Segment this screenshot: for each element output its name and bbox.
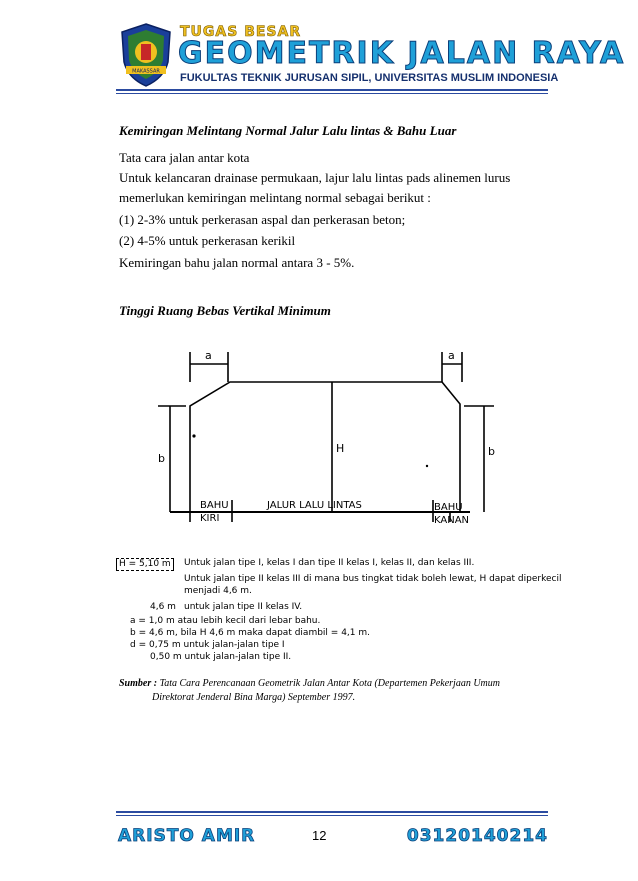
header-small-title: TUGAS BESAR — [180, 24, 302, 40]
note-h46-value: 4,6 m — [150, 602, 176, 612]
footer-student-id: 03120140214 — [406, 826, 548, 846]
bahu-kiri-label-2: KIRI — [200, 513, 220, 524]
note-a: a = 1,0 m atau lebih kecil dari lebar bahu. — [130, 616, 321, 626]
page-number: 12 — [312, 828, 327, 843]
note-h-text-2b: menjadi 4,6 m. — [184, 586, 252, 596]
section-heading-ruang-bebas: Tinggi Ruang Bebas Vertikal Minimum — [119, 303, 331, 318]
source-text-2: Direktorat Jenderal Bina Marga) September 1997. — [152, 692, 356, 703]
bahu-kanan-label: BAHU — [434, 502, 463, 513]
paragraph-line: (1) 2-3% untuk perkerasan aspal dan perkerasan beton; — [119, 212, 406, 227]
clearance-outline — [190, 382, 460, 512]
dim-b-left-label: b — [158, 452, 165, 465]
logo-text: MAKASSAR — [132, 68, 160, 75]
header-subtitle: FUKULTAS TEKNIK JURUSAN SIPIL, UNIVERSITAS MUSLIM INDONESIA — [180, 72, 559, 84]
dim-a-right-label: a — [448, 349, 455, 362]
footer-rule — [116, 811, 548, 813]
paragraph-line: Kemiringan bahu jalan normal antara 3 - 5%. — [119, 255, 355, 270]
note-b: b = 4,6 m, bila H 4,6 m maka dapat diambil = 4,1 m. — [130, 628, 370, 638]
note-d-2: 0,50 m untuk jalan-jalan tipe II. — [150, 652, 292, 662]
figure-notes — [116, 548, 562, 668]
footer-author: ARISTO AMIR — [118, 826, 256, 846]
university-logo — [118, 22, 174, 88]
header-rule — [116, 89, 548, 91]
h-value-box: H = 5,10 m — [116, 558, 174, 571]
note-h-text: Untuk jalan tipe I, kelas I dan tipe II kelas I, kelas II, dan kelas III. — [184, 558, 475, 568]
clearance-diagram — [150, 340, 510, 530]
note-d: d = 0,75 m untuk jalan-jalan tipe I — [130, 640, 285, 650]
jalur-label: JALUR LALU LINTAS — [267, 500, 362, 511]
dim-a-left-label: a — [205, 349, 212, 362]
footer-rule-thin — [116, 815, 548, 816]
note-h46-text: untuk jalan tipe II kelas IV. — [184, 602, 303, 612]
paragraph-line: (2) 4-5% untuk perkerasan kerikil — [119, 233, 296, 248]
source-text: Tata Cara Perencanaan Geometrik Jalan Antar Kota (Departemen Pekerjaan Umum — [157, 678, 500, 689]
note-h-text-2a: Untuk jalan tipe II kelas III di mana bus tingkat tidak boleh lewat, H dapat diperkecil — [184, 574, 562, 584]
bahu-kanan-label-2: KANAN — [434, 515, 470, 526]
bahu-kiri-label: BAHU — [200, 500, 229, 511]
paragraph-line: Tata cara jalan antar kota — [119, 150, 250, 165]
dim-h-label: H — [336, 442, 345, 455]
paragraph-line: memerlukan kemiringan melintang normal sebagai berikut : — [119, 190, 431, 205]
dim-b-right-label: b — [488, 445, 495, 458]
section-heading-kemiringan: Kemiringan Melintang Normal Jalur Lalu lintas & Bahu Luar — [119, 123, 457, 138]
paragraph-line: Untuk kelancaran drainase permukaan, lajur lalu lintas pads alinemen lurus — [119, 170, 511, 185]
header-rule-thin — [116, 93, 548, 94]
source-citation — [119, 677, 500, 705]
header-big-title: GEOMETRIK JALAN RAYA — [178, 36, 626, 71]
source-label: Sumber : — [119, 678, 158, 689]
